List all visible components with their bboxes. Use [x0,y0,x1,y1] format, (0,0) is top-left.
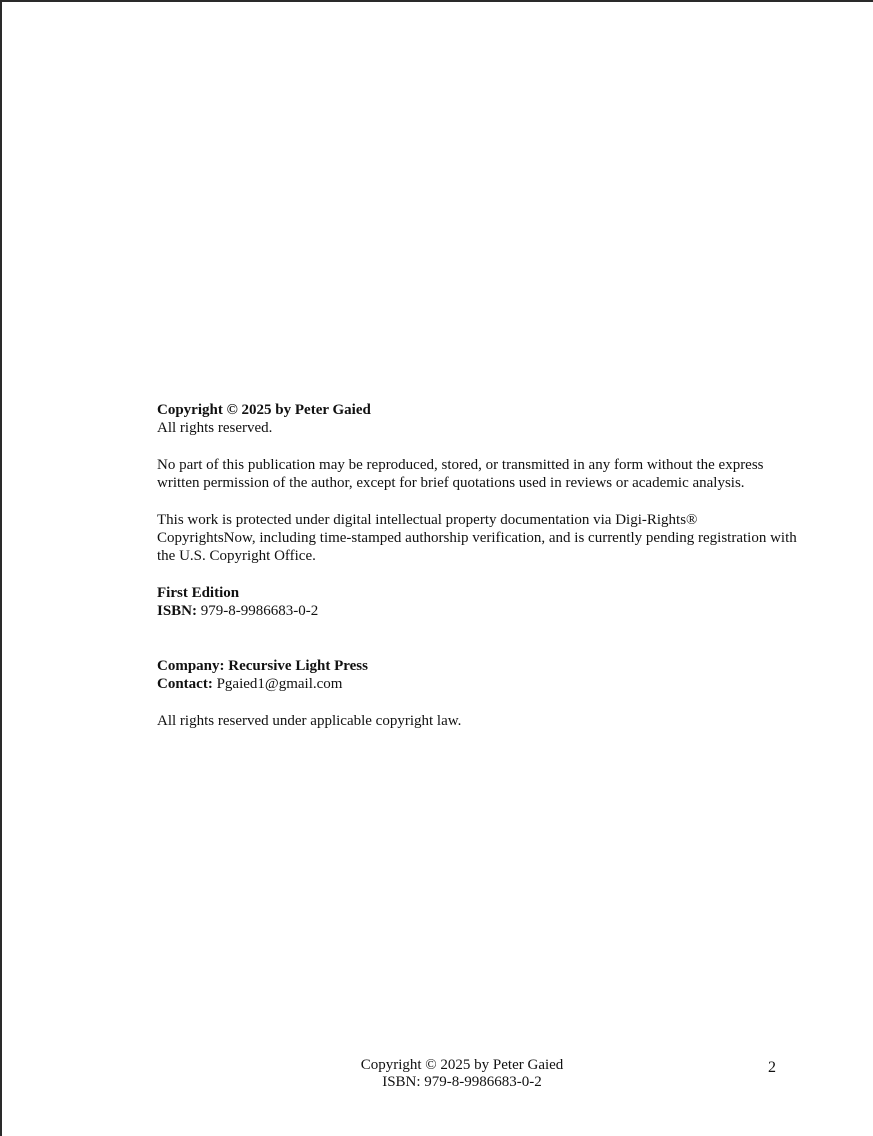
contact-label: Contact: [157,676,213,692]
edition-info [157,584,797,620]
protection-notice: This work is protected under digital intellectual property documentation via Digi-Rights® CopyrightsNow, including time-stamped authorship verification, and is currently pending registration with the U.S. Copyright Office. [157,512,797,564]
copyright-heading: Copyright © 2025 by Peter Gaied [157,402,371,418]
contact-email: Pgaied1@gmail.com [216,676,343,692]
contact-line [157,675,797,693]
page-footer [302,1057,622,1091]
copyright-page-content [157,401,797,730]
isbn-line [157,602,797,620]
footer-isbn: ISBN: 979-8-9986683-0-2 [382,1074,542,1090]
company-line: Company: Recursive Light Press [157,658,368,674]
isbn-label: ISBN: [157,603,198,619]
reproduction-notice: No part of this publication may be reproduced, stored, or transmitted in any form without the express written permission of the author, except for brief quotations used in reviews or academic analysis. [157,457,764,491]
publisher-info [157,657,797,693]
isbn-value: 979-8-9986683-0-2 [200,603,319,619]
rights-reserved-text: All rights reserved. [157,420,273,436]
copyright-statement [157,401,797,437]
edition-label: First Edition [157,585,240,601]
closing-rights-text: All rights reserved under applicable copyright law. [157,713,462,729]
page-number: 2 [768,1059,776,1076]
footer-copyright: Copyright © 2025 by Peter Gaied [360,1057,564,1073]
